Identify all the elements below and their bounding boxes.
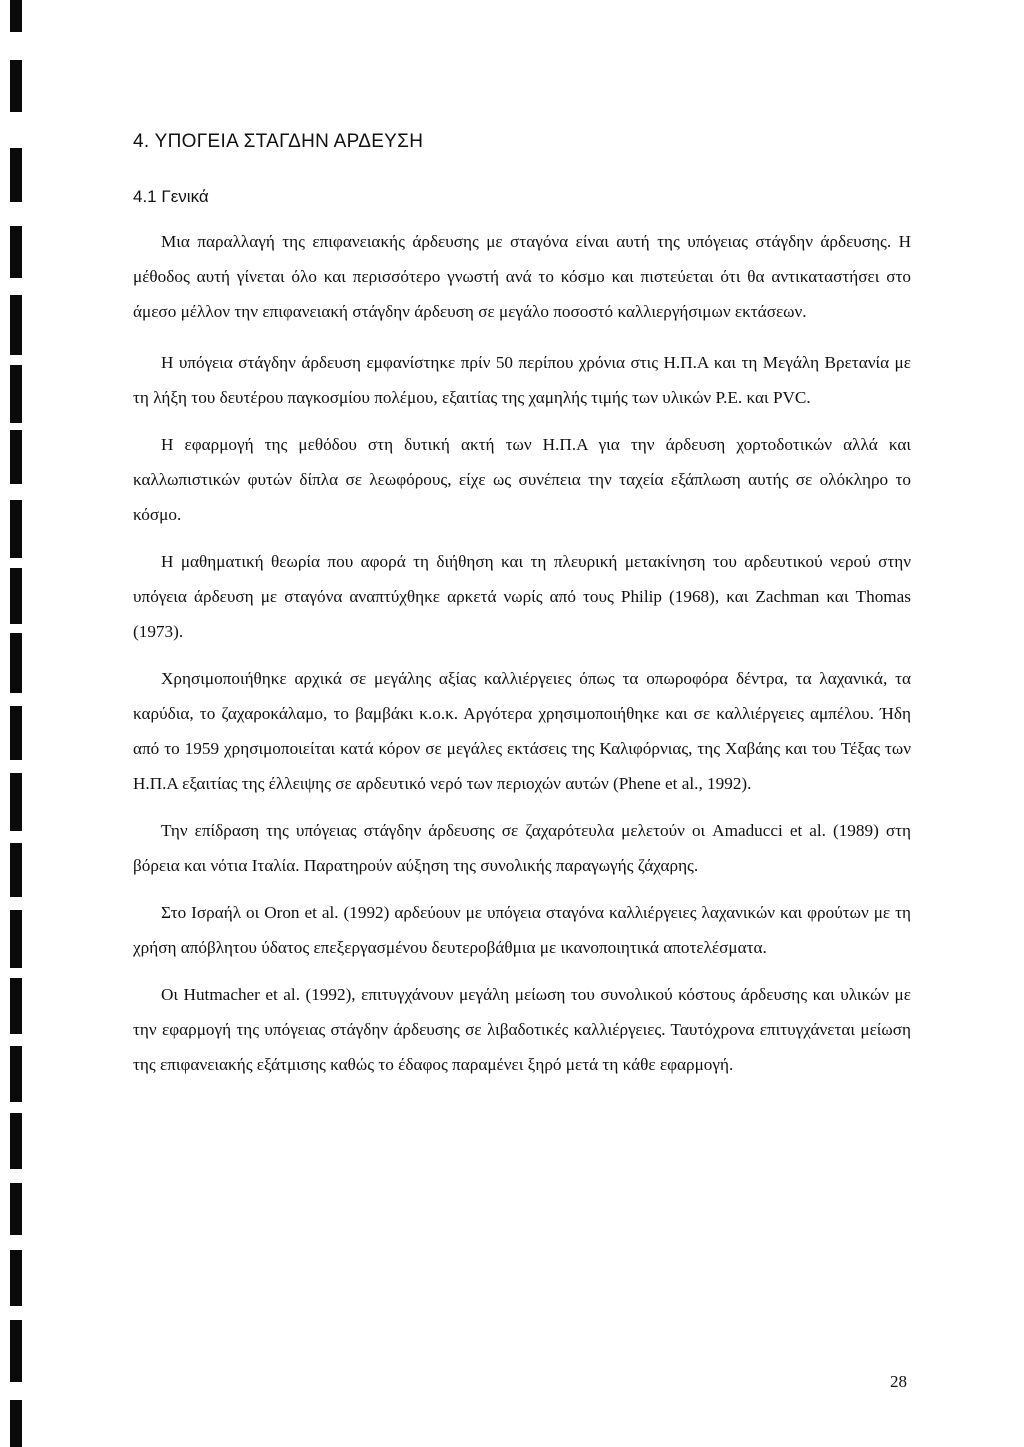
binding-mark bbox=[10, 430, 22, 484]
binding-mark bbox=[10, 978, 22, 1034]
paragraph-theory: Η μαθηματική θεωρία που αφορά τη διήθηση και τη πλευρική μετακίνηση του αρδευτικού νερού στην υπόγεια άρδευση με σταγόνα αναπτύχθηκε αρκετά νωρίς από τους Philip (1968), και Zachman και Thomas (1973). bbox=[133, 552, 911, 641]
binding-mark bbox=[10, 0, 22, 32]
binding-mark bbox=[10, 226, 22, 278]
paragraph-usa-application: Η εφαρμογή της μεθόδου στη δυτική ακτή των Η.Π.Α για την άρδευση χορτοδοτικών αλλά και καλλωπιστικών φυτών δίπλα σε λεωφόρους, είχε ως συνέπεια την ταχεία εξάπλωση αυτής σε ολόκληρο το κόσμο. bbox=[133, 435, 911, 524]
paragraph-intro: Μια παραλλαγή της επιφανειακής άρδευσης με σταγόνα είναι αυτή της υπόγειας στάγδην άρδευσης. Η μέθοδος αυτή γίνεται όλο και περισσότερο γνωστή ανά το κόσμο και πιστεύεται ότι θα αντικαταστήσει στο άμεσο μέλλον την επιφανειακή στάγδην άρδευση σε μεγάλο ποσοστό καλλιεργήσιμων εκτάσεων. bbox=[133, 232, 911, 321]
binding-mark bbox=[10, 60, 22, 112]
binding-mark bbox=[10, 365, 22, 423]
binding-mark bbox=[10, 706, 22, 760]
chapter-title: 4. ΥΠΟΓΕΙΑ ΣΤΑΓΔΗΝ ΑΡΔΕΥΣΗ bbox=[133, 131, 424, 152]
paragraph-hutmacher: Οι Hutmacher et al. (1992), επιτυγχάνουν μεγάλη μείωση του συνολικού κόστους άρδευσης και υλικών με την εφαρμογή της υπόγειας στάγδην άρδευσης σε λιβαδοτικές καλλιέργειες. Ταυτόχρονα επιτυγχάνεται μείωση της επιφανειακής εξάτμισης καθώς το έδαφος παραμένει ξηρό μετά τη κάθε εφαρμογή. bbox=[133, 985, 911, 1074]
paragraph-sugarbeet: Την επίδραση της υπόγειας στάγδην άρδευσης σε ζαχαρότευλα μελετούν οι Amaducci et al. (1989) στη βόρεια και νότια Ιταλία. Παρατηρούν αύξηση της συνολικής παραγωγής ζάχαρης. bbox=[133, 821, 911, 875]
page-number: 28 bbox=[890, 1372, 907, 1391]
paragraph-crops: Χρησιμοποιήθηκε αρχικά σε μεγάλης αξίας καλλιέργειες όπως τα οπωροφόρα δέντρα, τα λαχανικά, τα καρύδια, το ζαχαροκάλαμο, το βαμβάκι κ.ο.κ. Αργότερα χρησιμοποιήθηκε και σε καλλιέργειες αμπέλου. Ήδη από το 1959 χρησιμοποιείται κατά κόρον σε μεγάλες εκτάσεις της Καλιφόρνιας, της Χαβάης και του Τέξας των Η.Π.Α εξαιτίας της έλλειψης σε αρδευτικό νερό των περιοχών αυτών (Phene et al., 1992). bbox=[133, 669, 911, 793]
binding-mark bbox=[10, 633, 22, 693]
binding-mark bbox=[10, 773, 22, 831]
binding-mark bbox=[10, 1113, 22, 1169]
binding-mark bbox=[10, 1320, 22, 1382]
binding-mark bbox=[10, 1400, 22, 1447]
section-title: 4.1 Γενικά bbox=[133, 187, 209, 206]
binding-mark bbox=[10, 843, 22, 897]
binding-mark bbox=[10, 148, 22, 202]
binding-mark bbox=[10, 910, 22, 968]
binding-mark bbox=[10, 1183, 22, 1235]
binding-mark bbox=[10, 1046, 22, 1102]
binding-mark bbox=[10, 1250, 22, 1306]
binding-mark bbox=[10, 295, 22, 355]
binding-mark bbox=[10, 568, 22, 624]
paragraph-history: Η υπόγεια στάγδην άρδευση εμφανίστηκε πρίν 50 περίπου χρόνια στις Η.Π.Α και τη Μεγάλη Βρετανία με τη λήξη του δευτέρου παγκοσμίου πολέμου, εξαιτίας της χαμηλής τιμής των υλικών Ρ.Ε. και PVC. bbox=[133, 353, 911, 407]
document-page bbox=[133, 128, 911, 1092]
binding-strip bbox=[10, 0, 22, 1447]
binding-mark bbox=[10, 500, 22, 558]
paragraph-israel: Στο Ισραήλ οι Oron et al. (1992) αρδεύουν με υπόγεια σταγόνα καλλιέργειες λαχανικών και φρούτων με τη χρήση απόβλητου ύδατος επεξεργασμένου δευτεροβάθμια με ικανοποιητικά αποτελέσματα. bbox=[133, 903, 911, 957]
